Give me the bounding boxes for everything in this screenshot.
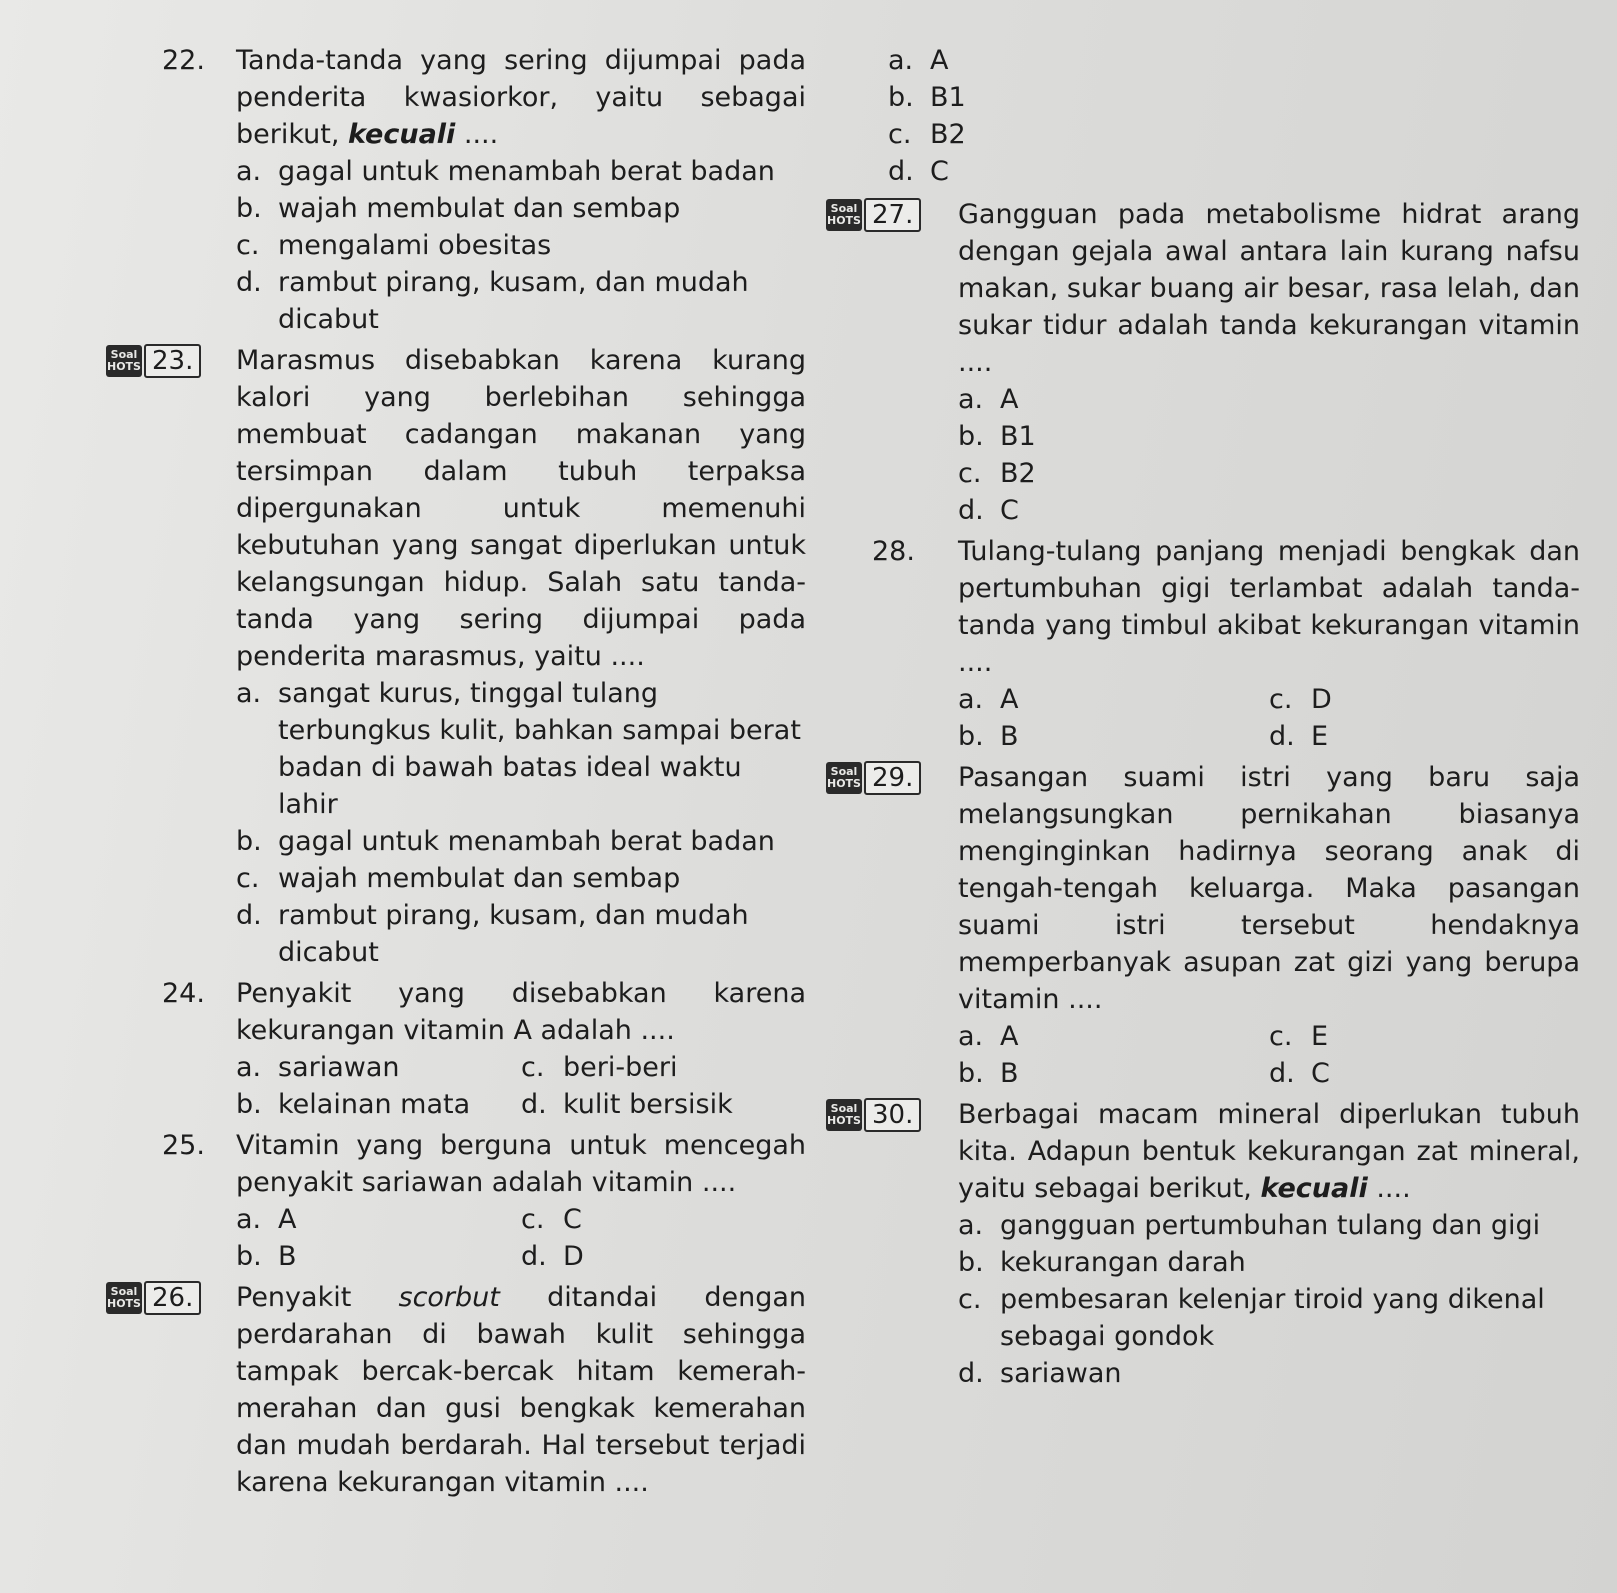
question-stem: Penyakit scorbut ditandai dengan perdarahan di bawah kulit sehingga tampak bercak-bercak hitam kemerah-merahan dan gusi bengkak kemerahan dan mudah berdarah. Hal tersebut terjadi karena kekurangan vitamin .... (236, 1282, 806, 1498)
question-number: 30. (864, 1098, 921, 1132)
question-26 (106, 1279, 806, 1501)
hots-badge (826, 198, 921, 232)
option-a[interactable]: a. sangat kurus, tinggal tulang terbungkus kulit, bahkan sampai berat badan di bawah batas ideal waktu lahir (236, 678, 801, 820)
hots-label: Soal HOTS (106, 1282, 142, 1314)
question-stem: Marasmus disebabkan karena kurang kalori yang berlebihan sehingga membuat cadangan makanan yang tersimpan dalam tubuh terpaksa dipergunakan untuk memenuhi kebutuhan yang sangat diperlukan untuk kelangsungan hidup. Salah satu tanda-tanda yang sering dijumpai pada penderita marasmus, yaitu .... (236, 345, 806, 672)
option-d[interactable]: d. kulit bersisik (521, 1089, 733, 1120)
option-a[interactable]: a. gagal untuk menambah berat badan (236, 156, 775, 187)
option-b[interactable]: b. kekurangan darah (958, 1247, 1246, 1278)
option-c[interactable]: c. E (1269, 1021, 1329, 1052)
left-column (106, 42, 806, 1505)
question-stem: Penyakit yang disebabkan karena kekurangan vitamin A adalah .... (236, 978, 806, 1046)
question-number: 22. (162, 45, 205, 76)
question-number: 29. (864, 761, 921, 795)
option-b[interactable]: b. B (236, 1241, 297, 1272)
option-a[interactable]: a. A (958, 684, 1019, 715)
option-b[interactable]: b. wajah membulat dan sembap (236, 193, 681, 224)
question-26-options (850, 42, 1580, 190)
option-b[interactable]: b. gagal untuk menambah berat badan (236, 826, 775, 857)
option-d[interactable]: d. C (888, 156, 949, 187)
option-c[interactable]: c. B2 (958, 458, 1036, 489)
options-grid (236, 1201, 806, 1275)
hots-badge (106, 1281, 201, 1315)
hots-label: Soal HOTS (826, 762, 862, 794)
question-number: 23. (144, 344, 201, 378)
question-number: 26. (144, 1281, 201, 1315)
hots-badge (106, 344, 201, 378)
hots-label: Soal HOTS (826, 199, 862, 231)
option-d[interactable]: d. rambut pirang, kusam, dan mudah dicabut (236, 900, 749, 968)
option-a[interactable]: a. A (958, 384, 1019, 415)
question-28 (850, 533, 1580, 755)
option-c[interactable]: c. wajah membulat dan sembap (236, 863, 681, 894)
option-c[interactable]: c. mengalami obesitas (236, 230, 552, 261)
right-column (827, 42, 1580, 1396)
option-d[interactable]: d. D (521, 1241, 584, 1272)
question-stem: Tulang-tulang panjang menjadi bengkak dan pertumbuhan gigi terlambat adalah tanda-tanda yang timbul akibat kekurangan vitamin .... (958, 536, 1580, 678)
option-b[interactable]: b. B (958, 721, 1019, 752)
question-stem: Berbagai macam mineral diperlukan tubuh kita. Adapun bentuk kekurangan zat mineral, yaitu sebagai berikut, kecuali .... (958, 1099, 1580, 1204)
question-number: 24. (162, 978, 205, 1009)
option-b[interactable]: b. kelainan mata (236, 1089, 471, 1120)
option-b[interactable]: b. B1 (958, 421, 1036, 452)
option-c[interactable]: c. B2 (888, 119, 966, 150)
options-grid (958, 1018, 1580, 1092)
hots-badge (826, 1098, 921, 1132)
question-number: 27. (864, 198, 921, 232)
question-number: 28. (872, 536, 915, 567)
question-stem: Pasangan suami istri yang baru saja melangsungkan pernikahan biasanya menginginkan hadirnya seorang anak di tengah-tengah keluarga. Maka pasangan suami istri tersebut hendaknya memperbanyak asupan zat gizi yang berupa vitamin .... (958, 762, 1580, 1015)
option-d[interactable]: d. E (1269, 721, 1329, 752)
option-c[interactable]: c. pembesaran kelenjar tiroid yang dikenal sebagai gondok (958, 1284, 1545, 1352)
question-23 (106, 342, 806, 971)
question-stem: Vitamin yang berguna untuk mencegah penyakit sariawan adalah vitamin .... (236, 1130, 806, 1198)
option-a[interactable]: a. A (888, 45, 949, 76)
question-30 (827, 1096, 1580, 1392)
option-d[interactable]: d. C (1269, 1058, 1330, 1089)
option-c[interactable]: c. C (521, 1204, 582, 1235)
options-grid (236, 1049, 806, 1123)
question-27 (827, 196, 1580, 529)
option-d[interactable]: d. sariawan (958, 1358, 1122, 1389)
option-a[interactable]: a. A (958, 1021, 1019, 1052)
options-grid (958, 681, 1580, 755)
option-d[interactable]: d. rambut pirang, kusam, dan mudah dicabut (236, 267, 749, 335)
option-a[interactable]: a. gangguan pertumbuhan tulang dan gigi (958, 1210, 1541, 1241)
question-22 (106, 42, 806, 338)
option-a[interactable]: a. sariawan (236, 1052, 400, 1083)
hots-label: Soal HOTS (826, 1099, 862, 1131)
option-c[interactable]: c. beri-beri (521, 1052, 678, 1083)
question-24 (106, 975, 806, 1123)
option-d[interactable]: d. C (958, 495, 1019, 526)
question-25 (106, 1127, 806, 1275)
option-b[interactable]: b. B1 (888, 82, 966, 113)
question-29 (827, 759, 1580, 1092)
question-stem: Gangguan pada metabolisme hidrat arang dengan gejala awal antara lain kurang nafsu makan, sukar buang air besar, rasa lelah, dan sukar tidur adalah tanda kekurangan vitamin .... (958, 199, 1580, 378)
hots-badge (826, 761, 921, 795)
option-c[interactable]: c. D (1269, 684, 1332, 715)
question-stem: Tanda-tanda yang sering dijumpai pada penderita kwasiorkor, yaitu sebagai berikut, kecuali .... (236, 45, 806, 150)
question-number: 25. (162, 1130, 205, 1161)
option-a[interactable]: a. A (236, 1204, 297, 1235)
option-b[interactable]: b. B (958, 1058, 1019, 1089)
hots-label: Soal HOTS (106, 345, 142, 377)
